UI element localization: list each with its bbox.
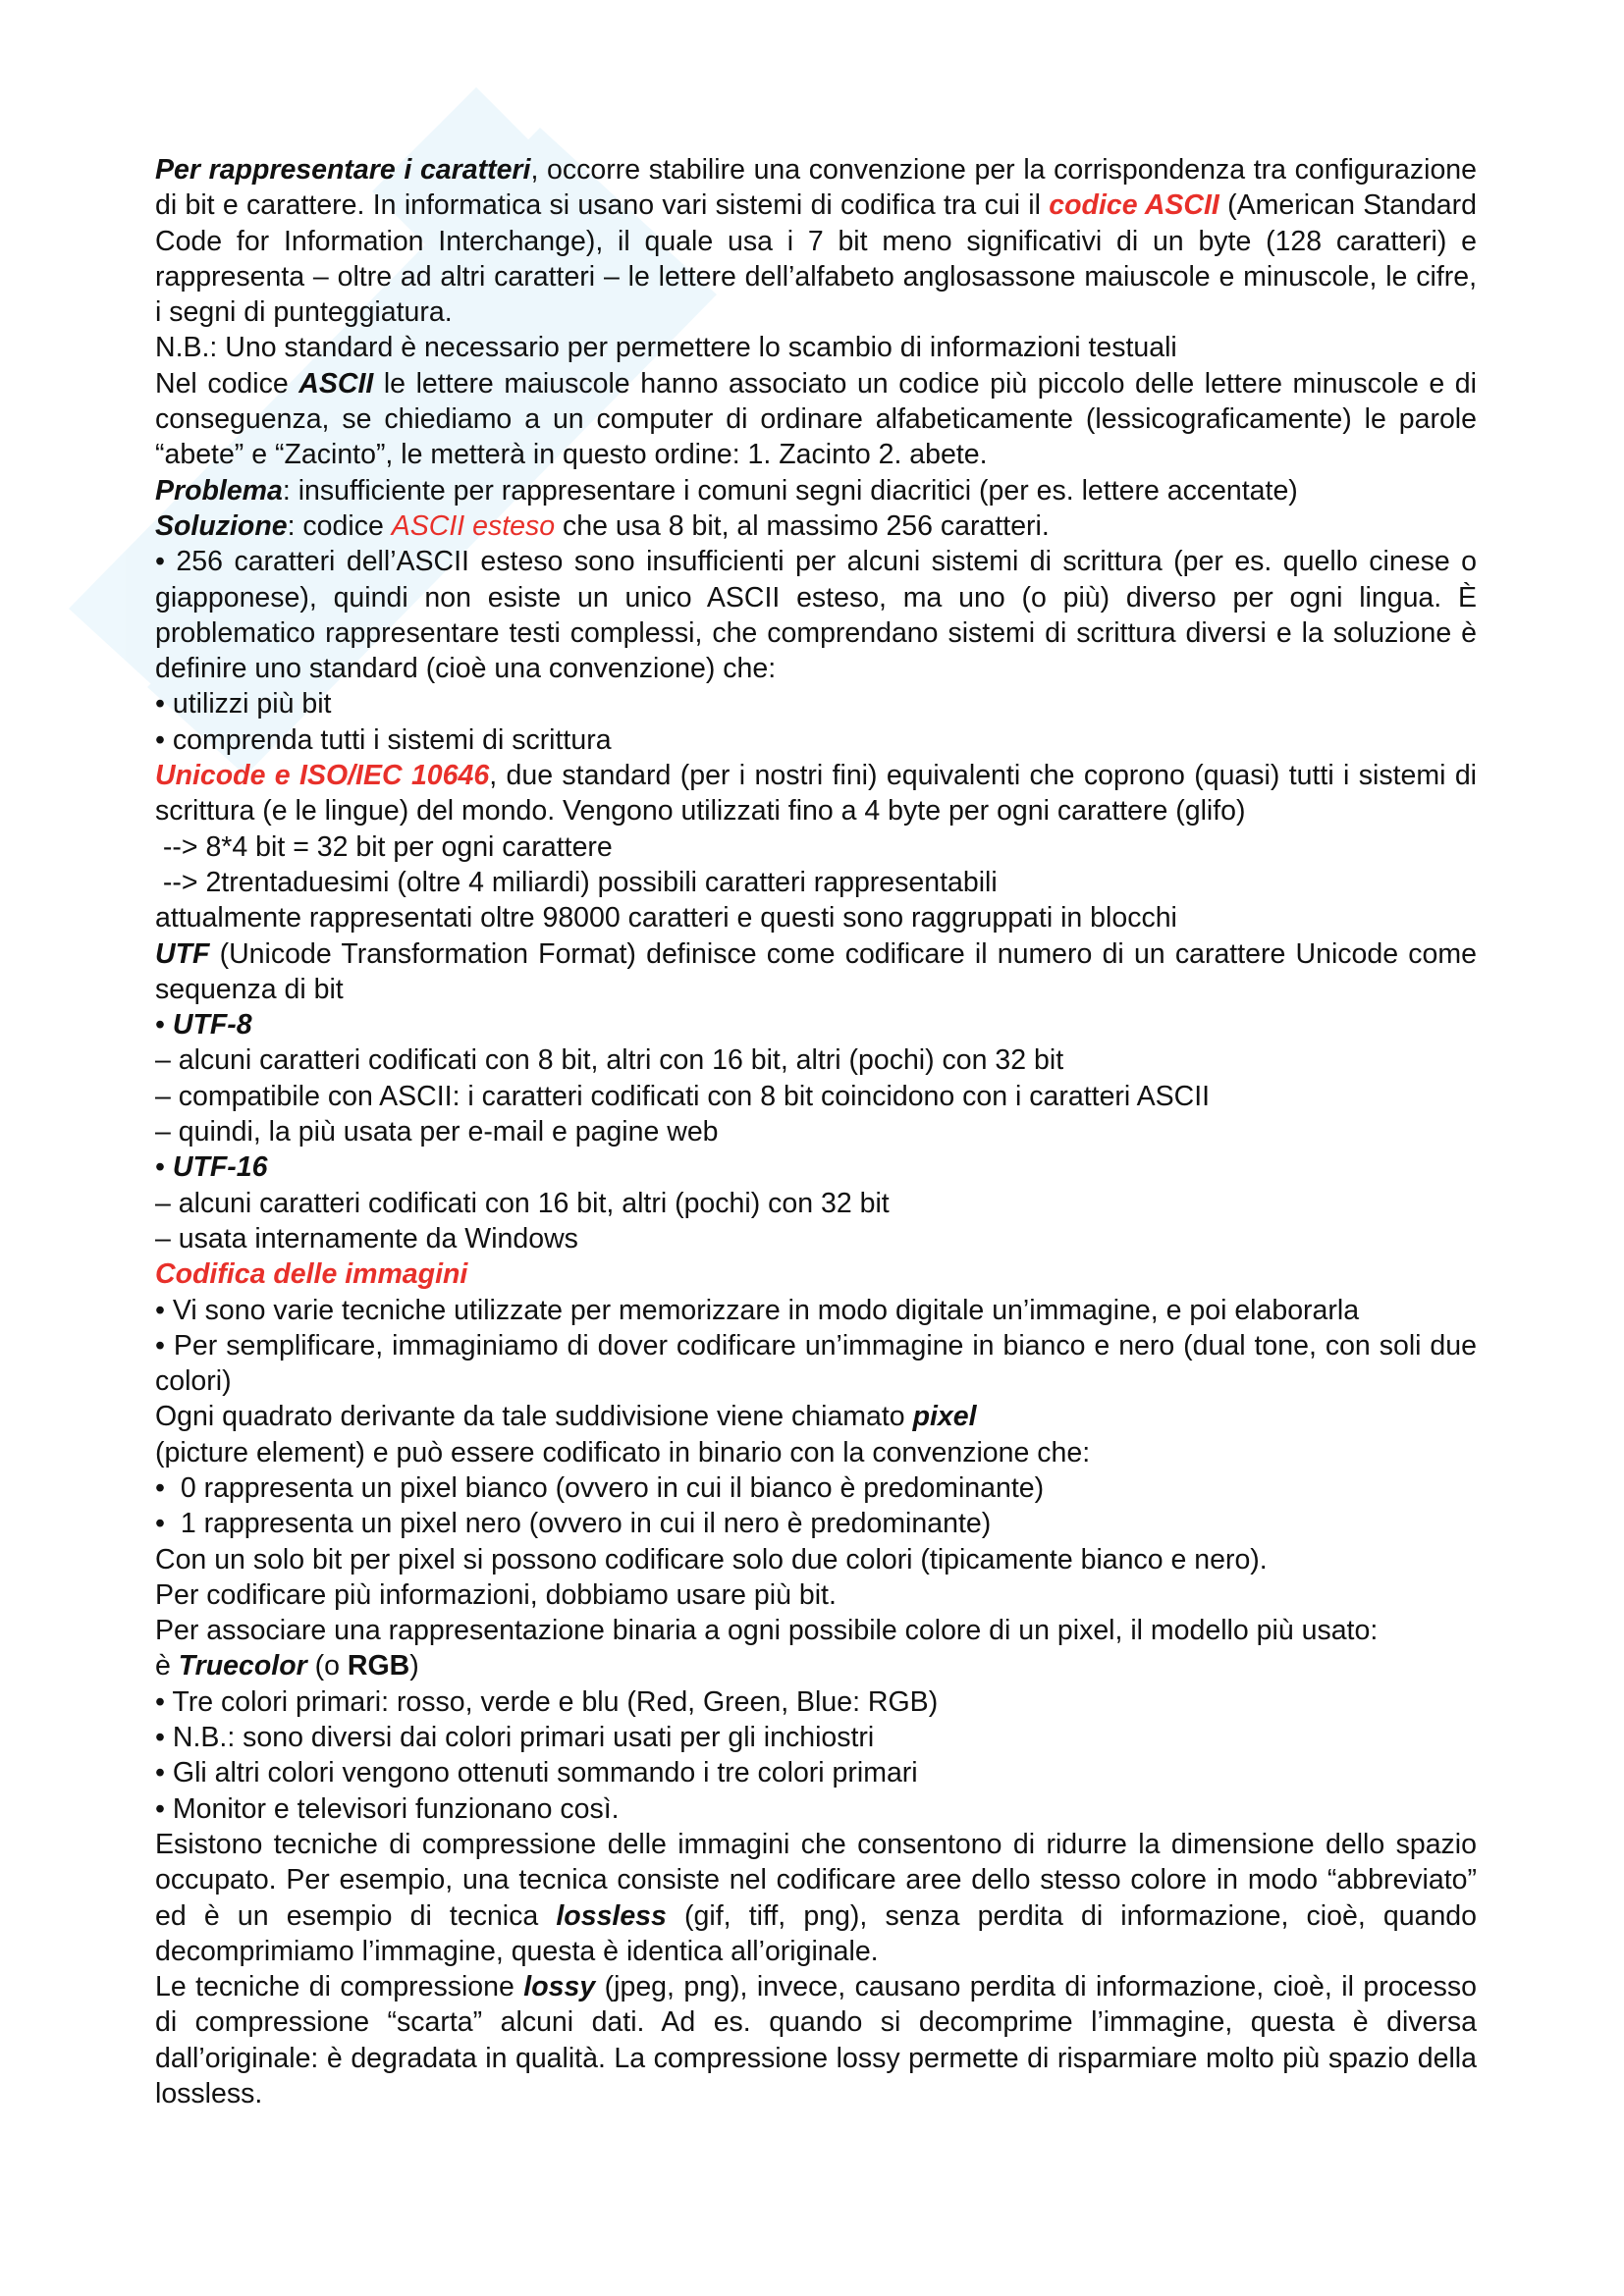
images-bullet-1: • Vi sono varie tecniche utilizzate per memorizzare in modo digitale un’immagine, e poi elaborarla xyxy=(155,1294,1360,1326)
picture-element-line: (picture element) e può essere codificato in binario con la convenzione che: xyxy=(155,1436,1091,1468)
document-body xyxy=(155,152,1477,2111)
ink-note-bullet: • N.B.: sono diversi dai colori primari usati per gli inchiostri xyxy=(155,1722,875,1754)
rgb-bullet: • Tre colori primari: rosso, verde e blu (Red, Green, Blue: RGB) xyxy=(155,1685,939,1718)
monitor-bullet: • Monitor e televisori funzionano così. xyxy=(155,1792,620,1825)
arrow-line-2: --> 2trentaduesimi (oltre 4 miliardi) possibili caratteri rappresentabili xyxy=(155,866,998,898)
zero-white-line: • 0 rappresenta un pixel bianco (ovvero in cui il bianco è predominante) xyxy=(155,1471,1045,1504)
represented-count: attualmente rappresentati oltre 98000 caratteri e questi sono raggruppati in blocchi xyxy=(155,902,1177,934)
unicode-term: Unicode e ISO/IEC 10646 xyxy=(155,760,490,792)
associate-line: Per associare una rappresentazione binaria a ogni possibile colore di un pixel, il modello più usato: xyxy=(155,1615,1379,1647)
lossy-term: lossy xyxy=(523,1971,596,2003)
images-bullet-2: • Per semplificare, immaginiamo di dover codificare un’immagine in bianco e nero (dual tone, con soli due colori) xyxy=(155,1329,1477,1398)
one-bit-line: Con un solo bit per pixel si possono codificare solo due colori (tipicamente bianco e nero). xyxy=(155,1543,1268,1575)
utf8-term: UTF-8 xyxy=(172,1009,252,1041)
arrow-line-1: --> 8*4 bit = 32 bit per ogni carattere xyxy=(155,830,613,863)
bullet-all-systems: • comprenda tutti i sistemi di scrittura xyxy=(155,723,612,756)
ascii-term: ASCII xyxy=(298,367,374,400)
pixel-term: pixel xyxy=(912,1401,977,1433)
utf8-heading: • UTF-8 xyxy=(155,1009,252,1041)
truecolor-term: Truecolor xyxy=(178,1650,307,1682)
utf16-item: – usata internamente da Windows xyxy=(155,1222,578,1255)
solution-line: Soluzione: codice ASCII esteso che usa 8 bit, al massimo 256 caratteri. xyxy=(155,509,1050,542)
utf-term: UTF xyxy=(155,937,210,970)
utf8-item: – compatibile con ASCII: i caratteri codificati con 8 bit coincidono con i caratteri ASCII xyxy=(155,1080,1211,1112)
rgb-term: RGB xyxy=(347,1650,410,1682)
utf16-item: – alcuni caratteri codificati con 16 bit, altri (pochi) con 32 bit xyxy=(155,1187,890,1219)
paragraph-lossy: Le tecniche di compressione lossy (jpeg, png), invece, causano perdita di informazione, cioè, il processo di compressione “scarta” alcuni dati. Ad es. quando si decomprime l’immagine, questa è diversa dall’originale: è degradata in qualità. La compressione lossy permette di risparmiare molto più spazio della lossless. xyxy=(155,1971,1478,2110)
bullet-more-bits: • utilizzi più bit xyxy=(155,688,332,721)
truecolor-line: è Truecolor (o RGB) xyxy=(155,1650,419,1682)
utf16-heading: • UTF-16 xyxy=(155,1151,268,1184)
pixel-line: Ogni quadrato derivante da tale suddivisione viene chiamato pixel xyxy=(155,1401,977,1433)
more-bits-line: Per codificare più informazioni, dobbiamo usare più bit. xyxy=(155,1578,837,1611)
problema-label: Problema xyxy=(155,474,283,507)
ascii-code-term: codice ASCII xyxy=(1049,189,1219,222)
paragraph-ascii: Per rappresentare i caratteri, occorre stabilire una convenzione per la corrispondenza tra configurazione di bit e carattere. In informatica si usano vari sistemi di codifica tra cui il codice ASCII (American Standard Code for Information Interchange), il quale usa i 7 bit meno significativi di un byte (128 caratteri) e rappresenta – oltre ad altri caratteri – le lettere dell’alfabeto anglosassone maiuscole e minuscole, le cifre, i segni di punteggiatura. xyxy=(155,154,1477,329)
images-heading: Codifica delle immagini xyxy=(155,1258,468,1291)
soluzione-label: Soluzione xyxy=(155,509,288,542)
paragraph-unicode: Unicode e ISO/IEC 10646, due standard (per i nostri fini) equivalenti che coprono (quasi) tutti i sistemi di scrittura (e le lingue) del mondo. Vengono utilizzati fino a 4 byte per ogni carattere (glifo) xyxy=(155,760,1477,828)
caratteri-term: Per rappresentare i caratteri xyxy=(155,154,531,186)
other-colors-bullet: • Gli altri colori vengono ottenuti sommando i tre colori primari xyxy=(155,1757,918,1789)
utf8-item: – alcuni caratteri codificati con 8 bit, altri con 16 bit, altri (pochi) con 32 bit xyxy=(155,1044,1064,1077)
utf8-item: – quindi, la più usata per e-mail e pagine web xyxy=(155,1116,719,1148)
utf16-term: UTF-16 xyxy=(172,1151,268,1184)
paragraph-ascii-ordering: Nel codice ASCII le lettere maiuscole hanno associato un codice più piccolo delle lettere minuscole e di conseguenza, se chiediamo a un computer di ordinare alfabeticamente (lessicograficamente) le parole “abete” e “Zacinto”, le metterà in questo ordine: 1. Zacinto 2. abete. xyxy=(155,367,1477,471)
lossless-term: lossless xyxy=(556,1899,667,1932)
one-black-line: • 1 rappresenta un pixel nero (ovvero in cui il nero è predominante) xyxy=(155,1508,992,1540)
paragraph-lossless: Esistono tecniche di compressione delle immagini che consentono di ridurre la dimensione dello spazio occupato. Per esempio, una tecnica consiste nel codificare aree dello stesso colore in modo “abbreviato” ed è un esempio di tecnica lossless (gif, tiff, png), senza perdita di informazione, cioè, quando decomprimiamo l’immagine, questa è identica all’originale. xyxy=(155,1828,1478,1967)
note-standard: N.B.: Uno standard è necessario per permettere lo scambio di informazioni testuali xyxy=(155,332,1177,364)
ascii-esteso-term: ASCII esteso xyxy=(391,509,556,542)
problem-line: Problema: insufficiente per rappresentare i comuni segni diacritici (per es. lettere accentate) xyxy=(155,474,1298,507)
paragraph-ascii-esteso: • 256 caratteri dell’ASCII esteso sono insufficienti per alcuni sistemi di scrittura (per es. quello cinese o giapponese), quindi non esiste un unico ASCII esteso, ma uno (o più) diverso per ogni lingua. È problematico rappresentare testi complessi, che comprendano sistemi di scrittura diversi e la soluzione è definire uno standard (cioè una convenzione) che: xyxy=(155,546,1477,685)
paragraph-utf: UTF (Unicode Transformation Format) definisce come codificare il numero di un carattere Unicode come sequenza di bit xyxy=(155,937,1477,1005)
